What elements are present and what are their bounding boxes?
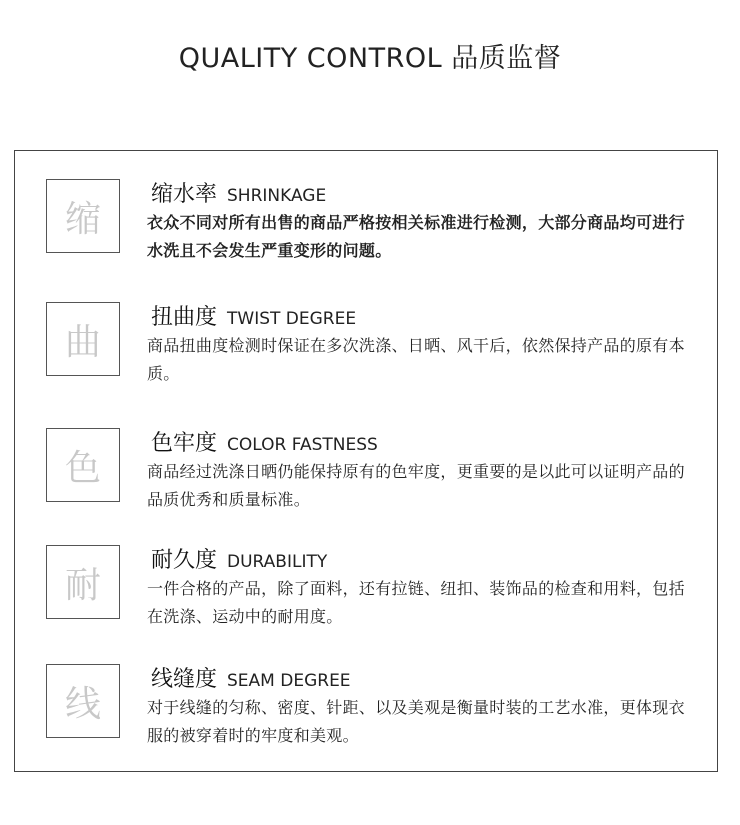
item-title-zh: 缩水率 bbox=[151, 182, 218, 207]
item-heading bbox=[151, 426, 378, 457]
item-heading bbox=[151, 543, 327, 574]
item-description: 衣众不同对所有出售的商品严格按相关标准进行检测，大部分商品均可进行水洗且不会发生严重变形的问题。 bbox=[147, 213, 685, 260]
page-title: QUALITY CONTROL 品质监督 bbox=[178, 43, 562, 74]
badge-color: 色 bbox=[46, 428, 120, 502]
badge-durability: 耐 bbox=[46, 545, 120, 619]
quality-item-durability bbox=[15, 517, 717, 626]
item-title-zh: 色牢度 bbox=[151, 431, 218, 456]
quality-item-color-fastness bbox=[15, 400, 717, 509]
item-title-en: DURABILITY bbox=[227, 552, 328, 572]
item-heading bbox=[151, 177, 326, 208]
quality-panel bbox=[14, 150, 718, 772]
item-title-zh: 线缝度 bbox=[151, 667, 218, 692]
quality-item-seam bbox=[15, 636, 717, 745]
item-heading bbox=[151, 662, 351, 693]
item-description: 一件合格的产品，除了面料，还有拉链、纽扣、装饰品的检查和用料，包括在洗涤、运动中的耐用度。 bbox=[147, 579, 685, 626]
item-description: 对于线缝的匀称、密度、针距、以及美观是衡量时装的工艺水准，更体现衣服的被穿着时的牢度和美观。 bbox=[147, 698, 685, 745]
quality-item-shrinkage bbox=[15, 151, 717, 260]
quality-item-twist bbox=[15, 274, 717, 383]
item-title-en: TWIST DEGREE bbox=[227, 309, 357, 329]
item-description: 商品扭曲度检测时保证在多次洗涤、日晒、风干后，依然保持产品的原有本质。 bbox=[147, 336, 685, 383]
item-title-zh: 扭曲度 bbox=[151, 305, 218, 330]
item-title-en: COLOR FASTNESS bbox=[227, 435, 378, 455]
badge-shrinkage: 缩 bbox=[46, 179, 120, 253]
item-title-en: SEAM DEGREE bbox=[227, 671, 351, 691]
item-title-zh: 耐久度 bbox=[151, 548, 218, 573]
item-description: 商品经过洗涤日晒仍能保持原有的色牢度，更重要的是以此可以证明产品的品质优秀和质量标准。 bbox=[147, 462, 685, 509]
badge-twist: 曲 bbox=[46, 302, 120, 376]
item-heading bbox=[151, 300, 356, 331]
badge-seam: 线 bbox=[46, 664, 120, 738]
item-title-en: SHRINKAGE bbox=[227, 186, 327, 206]
